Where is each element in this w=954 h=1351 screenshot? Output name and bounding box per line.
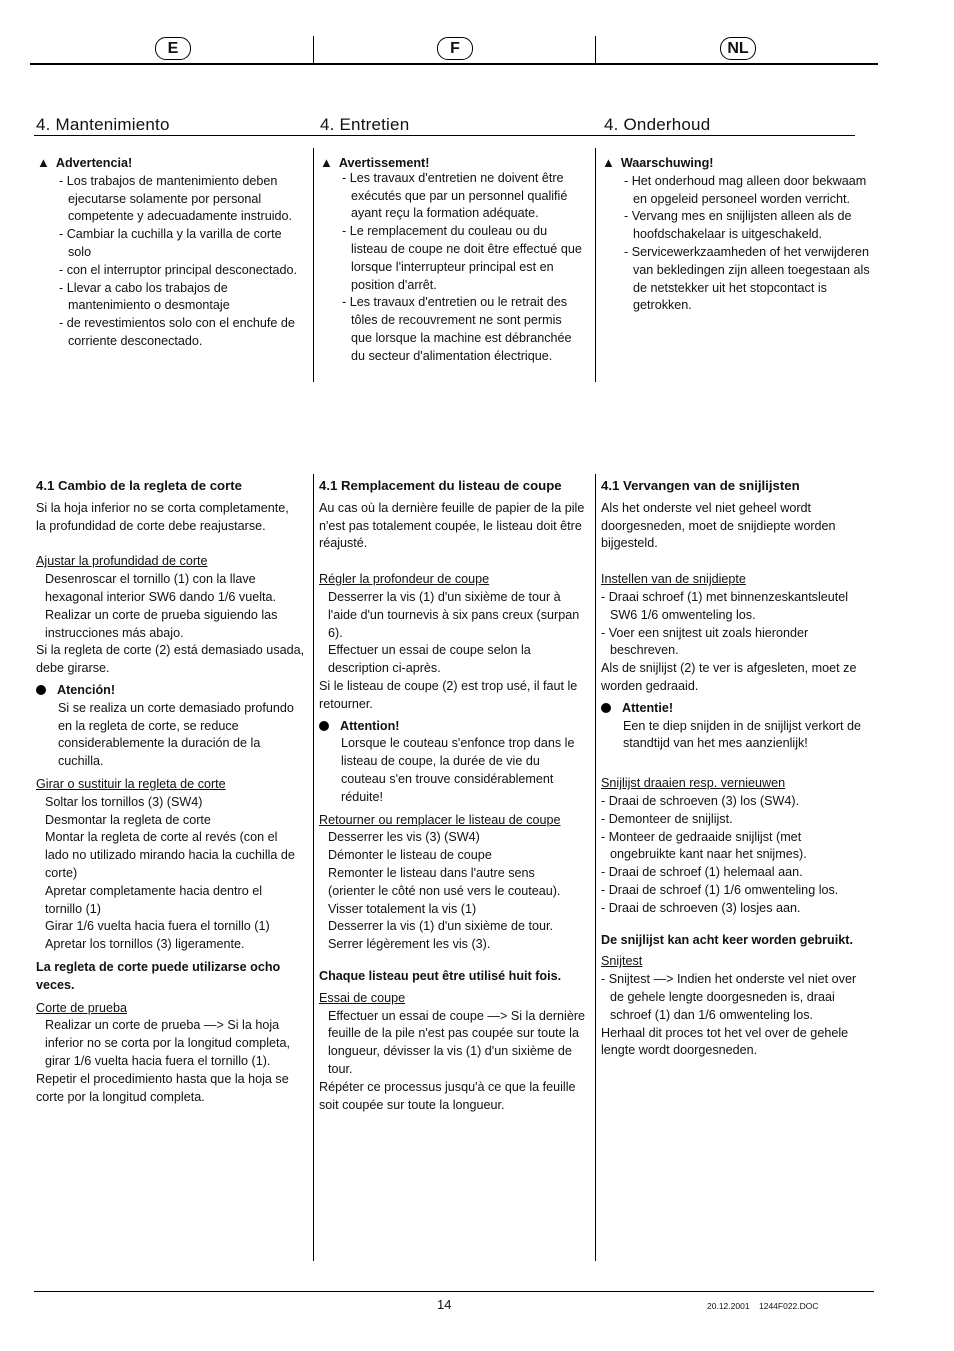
test-line: feuille de la pile n'est pas coupée sur toute la — [328, 1026, 579, 1041]
warning-es — [37, 154, 309, 351]
turn-line: lado no utilizado mirando hacia la cuchilla de — [45, 848, 295, 863]
warning-line: mantenimiento o desmontaje — [68, 298, 230, 313]
warning-line: van bekledingen zijn alleen toegestaan als — [633, 262, 870, 277]
warning-line: du secteur d'alimentation électrique. — [351, 348, 553, 363]
warning-line: - Het onderhoud mag alleen door bekwaam — [624, 173, 867, 188]
intro-line: bijgesteld. — [601, 536, 658, 551]
turn-line: - Demonteer de snijlijst. — [601, 811, 733, 826]
warning-line: hoofdschakelaar is uitgeschakeld. — [633, 227, 823, 242]
adjust-line: description ci-après. — [328, 661, 441, 676]
language-badge-f: F — [437, 37, 473, 60]
attention-title: Attention! — [340, 718, 400, 733]
warning-line: - Llevar a cabo los trabajos de — [59, 280, 228, 295]
test-line: longueur, dévisser la vis (1) d'un sixième de — [328, 1044, 572, 1059]
warning-line: corriente desconectado. — [68, 333, 203, 348]
turn-line: Serrer légèrement les vis (3). — [328, 937, 491, 952]
warning-line: competente y adecuadamente instruido. — [68, 209, 293, 224]
attention-heading — [36, 682, 310, 700]
test-line: Effectuer un essai de coupe —> Si la dernière — [328, 1008, 586, 1023]
warning-line: en opgeleid personeel worden verricht. — [633, 191, 851, 206]
attention-line: Si se realiza un corte demasiado profundo — [58, 700, 294, 715]
header-divider-2 — [595, 36, 596, 63]
adjust-line: - Voer een snijtest uit zoals hieronder — [601, 625, 809, 640]
eight-times-note: De snijlijst kan acht keer worden gebruikt. — [601, 932, 853, 947]
turn-line: Desmontar la regleta de corte — [45, 812, 211, 827]
test-heading: Snijtest — [601, 954, 643, 969]
bullet-dot-icon — [319, 721, 329, 731]
attention-line: en la regleta de corte, se reduce — [58, 718, 239, 733]
test-line: - Snijtest —> Indien het onderste vel niet over — [601, 972, 857, 987]
adjust-line: Effectuer un essai de coupe selon la — [328, 643, 531, 658]
footer-rule — [34, 1291, 874, 1292]
spacer — [601, 553, 877, 571]
intro-line: Als het onderste vel niet geheel wordt — [601, 500, 812, 515]
turn-line: Desserrer la vis (1) d'un sixième de tour. — [328, 919, 553, 934]
spacer — [601, 753, 877, 775]
warning-triangle-icon: ▲ — [602, 155, 615, 170]
adjust-line: Realizar un corte de prueba siguiendo las — [45, 607, 278, 622]
warning-line: solo — [68, 244, 92, 259]
warning-line: - con el interruptor principal desconectado. — [59, 262, 298, 277]
warning-line: lorsque l'interrupteur principal est en — [351, 259, 554, 274]
warning-line: - Les travaux d'entretien ou le retrait des — [342, 295, 568, 310]
adjust-line: 6). — [328, 625, 343, 640]
header-divider-1 — [313, 36, 314, 63]
warning-title: Avertissement! — [338, 156, 430, 170]
section-title-nl: 4. Onderhoud — [604, 115, 711, 134]
title-rule — [34, 135, 855, 136]
warning-line: de netstekker uit het stopcontact is — [633, 280, 827, 295]
turn-line: (orienter le côté non usé vers le couteau). — [328, 883, 561, 898]
warning-line: ejecutarse solamente por personal — [68, 191, 262, 206]
warning-line: listeau de coupe ne doit être effectué que — [351, 241, 582, 256]
subsection-title: 4.1 Cambio de la regleta de corte — [36, 478, 242, 493]
repeat-line: lengte wordt doorgesneden. — [601, 1043, 758, 1058]
repeat-line: Herhaal dit proces tot het vel over de gehele — [601, 1025, 849, 1040]
header-rule — [30, 63, 878, 65]
turn-line: - Draai de schroeven (3) los (SW4). — [601, 793, 800, 808]
intro-line: Au cas où la dernière feuille de papier de la pile — [319, 500, 585, 515]
test-line: Realizar un corte de prueba —> Si la hoja — [45, 1018, 280, 1033]
section-title-es: 4. Mantenimiento — [36, 115, 170, 134]
adjust-heading: Ajustar la profundidad de corte — [36, 554, 208, 569]
adjust-line: Desenroscar el tornillo (1) con la llave — [45, 572, 256, 587]
adjust-line: - Draai schroef (1) met binnenzeskantsleutel — [601, 589, 849, 604]
test-line: de gehele lengte doorgesneden is, draai — [610, 989, 835, 1004]
attention-line: cuchilla. — [58, 754, 104, 769]
warning-title: Advertencia! — [55, 156, 133, 170]
turn-heading: Girar o sustituir la regleta de corte — [36, 776, 226, 791]
turn-heading: Snijlijst draaien resp. vernieuwen — [601, 776, 786, 791]
bullet-dot-icon — [601, 703, 611, 713]
column-es — [36, 477, 310, 1106]
adjust-line: beschreven. — [610, 643, 679, 658]
warning-line: - de revestimientos solo con el enchufe de — [59, 316, 295, 331]
column-nl — [601, 477, 877, 1060]
attention-title: Attentie! — [622, 700, 674, 715]
turn-line: Apretar completamente hacia dentro el — [45, 883, 263, 898]
repeat-line: Repetir el procedimiento hasta que la hoja se — [36, 1071, 289, 1086]
turn-line: Remonter le listeau dans l'autre sens — [328, 865, 535, 880]
test-line: tour. — [328, 1061, 353, 1076]
intro-line: n'est pas totalement coupée, le listeau doit être — [319, 518, 582, 533]
worn-line: worden gedraaid. — [601, 678, 699, 693]
warning-fr — [320, 154, 592, 366]
column-divider-1 — [313, 474, 314, 1261]
worn-line: Als de snijlijst (2) te ver is afgesleten, moet ze — [601, 661, 857, 676]
attention-line: considerablemente la duración de la — [58, 736, 261, 751]
warning-line: getrokken. — [633, 298, 692, 313]
test-line: inferior no se corta por la longitud completa, — [45, 1036, 291, 1051]
adjust-line: instrucciones más abajo. — [45, 625, 184, 640]
turn-line: corte) — [45, 865, 78, 880]
attention-line: Lorsque le couteau s'enfonce trop dans le — [341, 736, 575, 751]
warning-line: ayant reçu la formation adéquate. — [351, 206, 539, 221]
turn-line: Montar la regleta de corte al revés (con el — [45, 830, 278, 845]
language-badge-nl: NL — [720, 37, 756, 60]
attention-heading — [319, 718, 593, 736]
repeat-line: corte por la longitud completa. — [36, 1089, 205, 1104]
repeat-line: soit coupée sur toute la longueur. — [319, 1097, 505, 1112]
turn-line: - Draai de schroeven (3) losjes aan. — [601, 900, 801, 915]
turn-line: tornillo (1) — [45, 901, 101, 916]
test-line: schroef (1) dan 1/6 omwenteling los. — [610, 1007, 814, 1022]
subsection-title: 4.1 Vervangen van de snijlijsten — [601, 478, 800, 493]
spacer — [601, 918, 877, 932]
adjust-heading: Régler la profondeur de coupe — [319, 572, 490, 587]
warning-line: exécutés que par un personnel qualifié — [351, 188, 568, 203]
worn-line: Si le listeau de coupe (2) est trop usé, il faut le — [319, 678, 578, 693]
page-number: 14 — [437, 1297, 452, 1312]
adjust-line: Desserrer la vis (1) d'un sixième de tour à — [328, 589, 561, 604]
attention-heading — [601, 700, 877, 718]
test-heading: Essai de coupe — [319, 990, 406, 1005]
section-title-fr: 4. Entretien — [320, 115, 410, 134]
warning-line: que lorsque la machine est débranchée — [351, 330, 572, 345]
warning-triangle-icon: ▲ — [37, 155, 50, 170]
test-heading: Corte de prueba — [36, 1000, 128, 1015]
spacer — [319, 954, 593, 968]
column-fr — [319, 477, 593, 1114]
doc-info: 20.12.2001 1244F022.DOC — [707, 1301, 819, 1311]
warning-nl — [602, 154, 878, 315]
warning-divider-1 — [313, 148, 314, 382]
warning-divider-2 — [595, 148, 596, 382]
turn-line: - Monteer de gedraaide snijlijst (met — [601, 829, 802, 844]
repeat-line: Répéter ce processus jusqu'à ce que la feuille — [319, 1079, 576, 1094]
turn-line: Girar 1/6 vuelta hacia fuera el tornillo (1) — [45, 919, 270, 934]
turn-line: Desserrer les vis (3) (SW4) — [328, 830, 480, 845]
language-badge-e: E — [155, 37, 191, 60]
adjust-line: hexagonal interior SW6 dando 1/6 vuelta. — [45, 589, 277, 604]
spacer — [36, 535, 310, 553]
bullet-dot-icon — [36, 685, 46, 695]
eight-times-note: Chaque listeau peut être utilisé huit fois. — [319, 968, 562, 983]
subsection-title: 4.1 Remplacement du listeau de coupe — [319, 478, 562, 493]
adjust-line: l'aide d'un tournevis à six pans creux (surpan — [328, 607, 580, 622]
warning-line: tôles de recouvrement ne sont permis — [351, 313, 562, 328]
turn-line: Démonter le listeau de coupe — [328, 848, 492, 863]
warning-title: Waarschuwing! — [620, 156, 714, 170]
turn-line: - Draai de schroef (1) 1/6 omwenteling los. — [601, 882, 839, 897]
turn-heading: Retourner ou remplacer le listeau de coupe — [319, 812, 561, 827]
attention-line: standtijd van het mes aanzienlijk! — [623, 736, 808, 751]
warning-line: - Servicewerkzaamheden of het verwijderen — [624, 244, 869, 259]
attention-line: couteau s'en trouve considérablement — [341, 771, 554, 786]
intro-line: la profundidad de corte debe reajustarse. — [36, 518, 266, 533]
test-line: girar 1/6 vuelta hacia fuera el tornillo (1). — [45, 1053, 271, 1068]
worn-line: Si la regleta de corte (2) está demasiado usada, — [36, 643, 305, 658]
turn-line: ongebruikte kant naar het snijmes). — [610, 847, 807, 862]
column-divider-2 — [595, 474, 596, 1261]
intro-line: réajusté. — [319, 536, 368, 551]
worn-line: debe girarse. — [36, 661, 110, 676]
warning-line: - Le remplacement du couleau ou du — [342, 224, 548, 239]
intro-line: Si la hoja inferior no se corta completamente, — [36, 500, 289, 515]
turn-line: Apretar los tornillos (3) ligeramente. — [45, 937, 245, 952]
attention-title: Atención! — [57, 682, 116, 697]
eight-times-note: veces. — [36, 977, 75, 992]
attention-line: Een te diep snijden in de snijlijst verkort de — [623, 718, 862, 733]
turn-line: Visser totalement la vis (1) — [328, 901, 477, 916]
turn-line: - Draai de schroef (1) helemaal aan. — [601, 865, 803, 880]
warning-line: position d'arrêt. — [351, 277, 437, 292]
spacer — [319, 553, 593, 571]
turn-line: Soltar los tornillos (3) (SW4) — [45, 794, 203, 809]
eight-times-note: La regleta de corte puede utilizarse ocho — [36, 959, 281, 974]
worn-line: retourner. — [319, 696, 373, 711]
attention-line: listeau de coupe, la durée de vie du — [341, 754, 540, 769]
attention-line: réduite! — [341, 789, 384, 804]
adjust-line: SW6 1/6 omwenteling los. — [610, 607, 756, 622]
warning-triangle-icon: ▲ — [320, 155, 333, 170]
warning-line: - Cambiar la cuchilla y la varilla de corte — [59, 227, 282, 242]
warning-line: - Vervang mes en snijlijsten alleen als de — [624, 209, 852, 224]
adjust-heading: Instellen van de snijdiepte — [601, 572, 746, 587]
warning-line: - Les travaux d'entretien ne doivent être — [342, 170, 564, 185]
warning-line: - Los trabajos de mantenimiento deben — [59, 173, 278, 188]
intro-line: doorgesneden, moet de snijdiepte worden — [601, 518, 836, 533]
